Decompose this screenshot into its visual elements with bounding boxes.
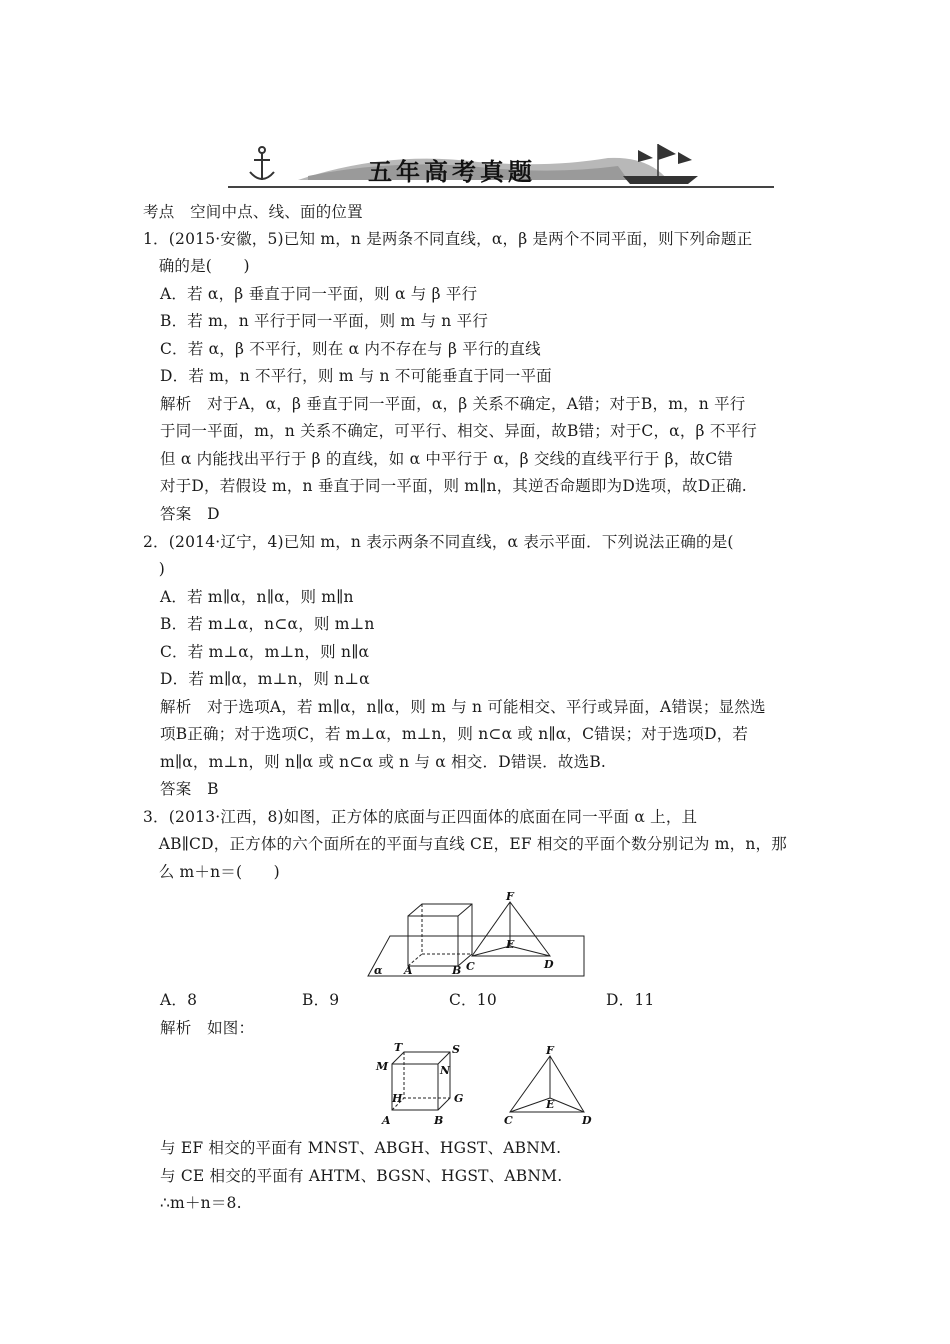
q2-stem-2: ) [143, 560, 165, 578]
q1-stem-2: 确的是( ) [143, 257, 250, 275]
q2-analysis-3: m∥α，m⊥n，则 n∥α 或 n⊂α 或 n 与 α 相交．D错误．故选B. [160, 753, 607, 771]
fig1-label-alpha: α [374, 964, 383, 977]
q1-analysis-3: 但 α 内能找出平行于 β 的直线，如 α 中平行于 α，β 交线的直线平行于 β，故C错 [160, 450, 733, 468]
figure-labelled-solids [370, 1042, 600, 1130]
q2-option-c: C．若 m⊥α，m⊥n，则 n∥α [160, 643, 370, 661]
q3-option-b: B．9 [302, 991, 340, 1009]
q3-option-d: D．11 [606, 991, 655, 1009]
section-topic: 考点 空间中点、线、面的位置 [143, 203, 363, 221]
fig2-label-d: D [582, 1114, 592, 1127]
fig2-label-n: N [440, 1064, 451, 1077]
q2-analysis-2: 项B正确；对于选项C，若 m⊥α，m⊥n，则 n⊂α 或 n∥α，C错误；对于选项D，若 [160, 725, 749, 743]
fig2-label-c: C [504, 1114, 513, 1127]
fig1-label-c: C [466, 960, 475, 973]
q2-stem-1: 2．(2014·辽宁，4)已知 m，n 表示两条不同直线，α 表示平面．下列说法正确的是( [143, 533, 734, 551]
fig2-label-f: F [546, 1044, 554, 1057]
q3-analysis-1: 解析 如图： [160, 1019, 255, 1037]
q1-option-d: D．若 m，n 不平行，则 m 与 n 不可能垂直于同一平面 [160, 367, 552, 385]
fig2-label-g: G [454, 1092, 464, 1105]
q3-analysis-4: ∴m＋n＝8. [160, 1194, 242, 1212]
fig1-label-a: A [404, 964, 413, 977]
q1-analysis-4: 对于D，若假设 m，n 垂直于同一平面，则 m∥n，其逆否命题即为D选项，故D正确. [160, 477, 747, 495]
q3-stem-2: AB∥CD，正方体的六个面所在的平面与直线 CE，EF 相交的平面个数分别记为 m，n，那 [143, 835, 787, 853]
q3-option-a: A．8 [160, 991, 198, 1009]
fig2-label-a: A [382, 1114, 391, 1127]
q3-analysis-2: 与 EF 相交的平面有 MNST、ABGH、HGST、ABNM. [160, 1139, 562, 1157]
header-rule [228, 186, 774, 188]
q1-option-a: A．若 α，β 垂直于同一平面，则 α 与 β 平行 [160, 285, 478, 303]
fig2-label-s: S [452, 1043, 460, 1056]
q1-analysis-1: 解析 对于A，α，β 垂直于同一平面，α，β 关系不确定，A错；对于B，m，n 平行 [160, 395, 746, 413]
q3-stem-3: 么 m＋n＝( ) [143, 863, 280, 881]
fig1-label-b: B [452, 964, 462, 977]
q3-stem-1: 3．(2013·江西，8)如图，正方体的底面与正四面体的底面在同一平面 α 上，且 [143, 808, 698, 826]
q1-stem-1: 1．(2015·安徽，5)已知 m，n 是两条不同直线，α，β 是两个不同平面，则下列命题正 [143, 230, 753, 248]
fig2-label-m: M [376, 1060, 389, 1073]
q3-analysis-3: 与 CE 相交的平面有 AHTM、BGSN、HGST、ABNM. [160, 1167, 563, 1185]
fig1-label-e: E [506, 938, 515, 951]
q1-answer: 答案 D [160, 505, 220, 523]
fig2-label-h: H [392, 1092, 403, 1105]
q2-analysis-1: 解析 对于选项A，若 m∥α，n∥α，则 m 与 n 可能相交、平行或异面，A错误；显然选 [160, 698, 766, 716]
q3-option-c: C．10 [449, 991, 497, 1009]
q1-option-c: C．若 α，β 不平行，则在 α 内不存在与 β 平行的直线 [160, 340, 541, 358]
fig1-label-d: D [544, 958, 554, 971]
fig2-label-b: B [434, 1114, 444, 1127]
fig1-label-f: F [506, 890, 514, 903]
fig2-label-e: E [546, 1098, 555, 1111]
fig2-label-t: T [394, 1042, 403, 1054]
page-title: 五年高考真题 [368, 158, 536, 186]
q2-option-d: D．若 m∥α，m⊥n，则 n⊥α [160, 670, 370, 688]
figure-cube-tetrahedron [360, 890, 590, 982]
anchor-icon [250, 147, 274, 180]
q1-option-b: B．若 m，n 平行于同一平面，则 m 与 n 平行 [160, 312, 489, 330]
q2-option-b: B．若 m⊥α，n⊂α，则 m⊥n [160, 615, 375, 633]
q2-option-a: A．若 m∥α，n∥α，则 m∥n [160, 588, 354, 606]
q2-answer: 答案 B [160, 780, 219, 798]
q1-analysis-2: 于同一平面，m，n 关系不确定，可平行、相交、异面，故B错；对于C，α，β 不平行 [160, 422, 757, 440]
